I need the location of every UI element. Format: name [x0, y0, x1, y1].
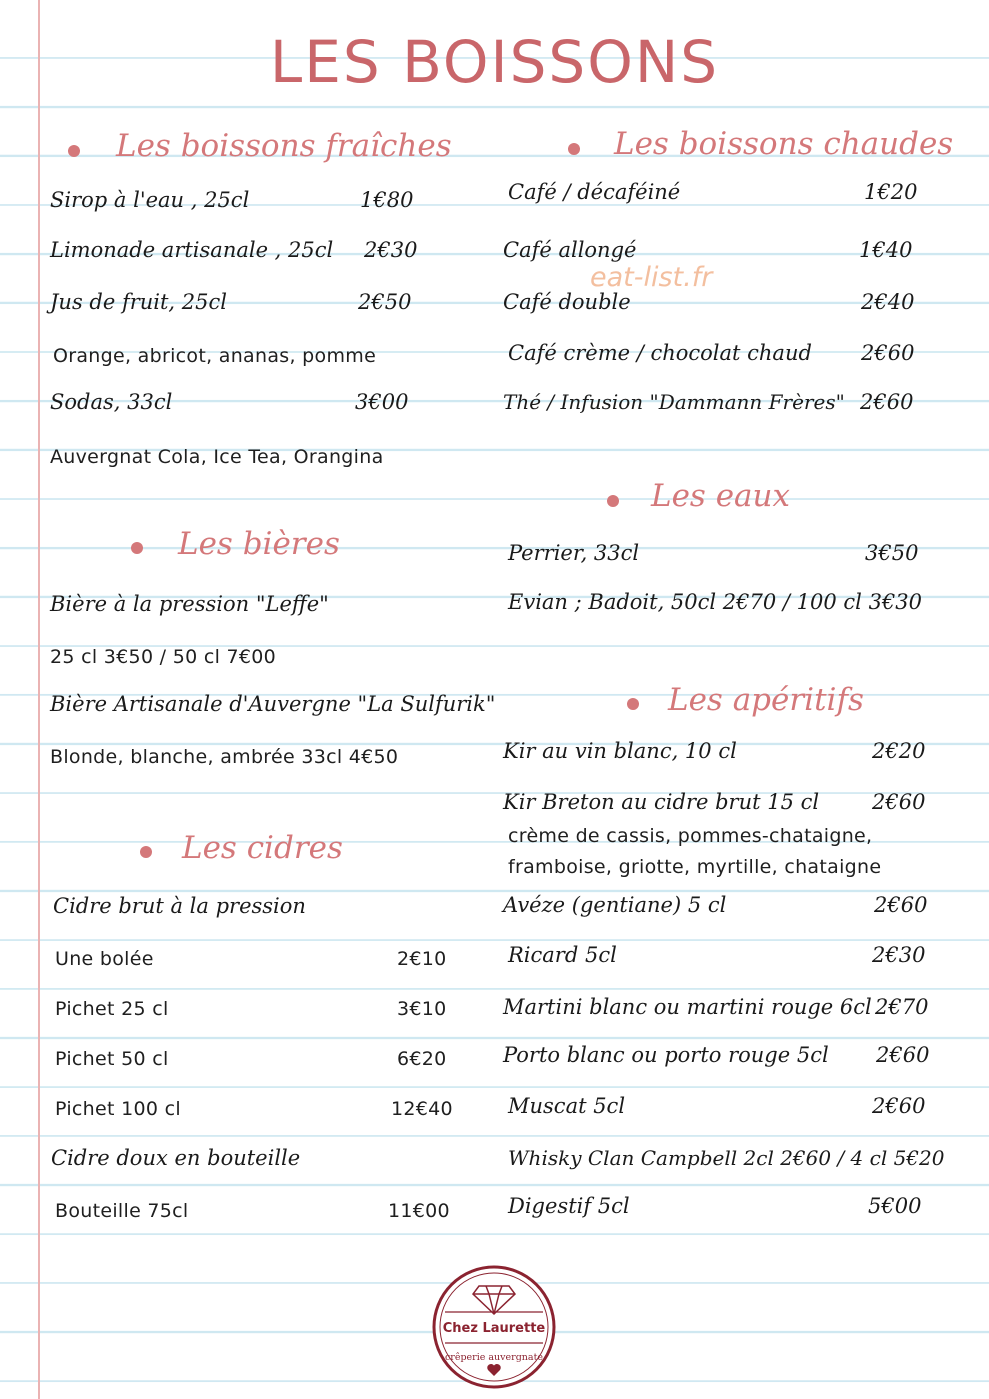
menu-item-name: Ricard 5cl — [508, 943, 617, 967]
bullet-icon — [627, 698, 639, 710]
notebook-margin-line — [38, 0, 40, 1399]
menu-item-name: Café crème / chocolat chaud — [508, 341, 812, 365]
menu-item-price: 12€40 — [391, 1098, 453, 1120]
menu-item-name: Pichet 50 cl — [55, 1048, 169, 1070]
menu-item-name: Muscat 5cl — [508, 1094, 626, 1118]
restaurant-logo — [431, 1264, 557, 1390]
menu-item-price: 2€60 — [876, 1043, 930, 1067]
menu-item-price: 2€60 — [872, 1094, 926, 1118]
item-note: 25 cl 3€50 / 50 cl 7€00 — [50, 646, 277, 668]
watermark: eat-list.fr — [590, 262, 713, 293]
menu-item-price: 2€20 — [872, 739, 926, 763]
page-title: LES BOISSONS — [269, 28, 720, 96]
item-note: framboise, griotte, myrtille, chataigne — [508, 856, 882, 878]
bullet-icon — [68, 145, 80, 157]
bullet-icon — [568, 143, 580, 155]
menu-item-name: Bouteille 75cl — [55, 1200, 189, 1222]
menu-item-price: 6€20 — [397, 1048, 447, 1070]
menu-item-price: 2€70 — [875, 995, 929, 1019]
menu-item-price: 5€00 — [868, 1194, 922, 1218]
menu-item-name: Café / décaféiné — [508, 180, 681, 204]
menu-item-price: 3€50 — [865, 541, 919, 565]
menu-item-price: 11€00 — [388, 1200, 450, 1222]
item-note: Orange, abricot, ananas, pomme — [53, 345, 377, 367]
section-title-cidres: Les cidres — [182, 830, 343, 866]
menu-item-name: Digestif 5cl — [508, 1194, 630, 1218]
menu-item-price: 2€50 — [358, 290, 412, 314]
logo-tagline: crêperie auvergnate — [444, 1352, 544, 1363]
bullet-icon — [140, 846, 152, 858]
menu-item-price: 2€60 — [872, 790, 926, 814]
menu-item-name: Evian ; Badoit, 50cl 2€70 / 100 cl 3€30 — [508, 590, 923, 614]
bullet-icon — [131, 542, 143, 554]
section-title-bieres: Les bières — [178, 526, 340, 562]
section-title-eaux: Les eaux — [651, 478, 790, 514]
menu-item-name: Sodas, 33cl — [50, 390, 173, 414]
menu-item-price: 2€30 — [364, 238, 418, 262]
bullet-icon — [607, 495, 619, 507]
menu-item-name: Jus de fruit, 25cl — [50, 290, 227, 314]
menu-item-price: 2€60 — [861, 341, 915, 365]
menu-item-name: Bière à la pression "Leffe" — [50, 592, 329, 616]
menu-item-price: 1€20 — [864, 180, 918, 204]
menu-item-price: 1€40 — [859, 238, 913, 262]
menu-item-name: Porto blanc ou porto rouge 5cl — [503, 1043, 829, 1067]
menu-item-name: Une bolée — [55, 948, 154, 970]
menu-item-name: Martini blanc ou martini rouge 6cl — [503, 995, 872, 1019]
menu-item-name: Café allongé — [503, 238, 637, 262]
logo-name: Chez Laurette — [442, 1321, 546, 1336]
menu-item-name: Cidre doux en bouteille — [51, 1146, 301, 1170]
menu-item-name: Café double — [503, 290, 631, 314]
menu-item-name: Cidre brut à la pression — [53, 894, 306, 918]
menu-item-name: Avéze (gentiane) 5 cl — [503, 893, 727, 917]
section-title-aperitifs: Les apéritifs — [668, 682, 864, 718]
menu-item-price: 2€40 — [861, 290, 915, 314]
menu-item-price: 2€60 — [860, 390, 914, 414]
menu-item-name: Pichet 100 cl — [55, 1098, 181, 1120]
menu-item-price: 2€30 — [872, 943, 926, 967]
menu-item-name: Pichet 25 cl — [55, 998, 169, 1020]
item-note: crème de cassis, pommes-chataigne, — [508, 825, 873, 847]
menu-item-name: Limonade artisanale , 25cl — [50, 238, 334, 262]
menu-item-price: 3€10 — [397, 998, 447, 1020]
menu-item-price: 2€60 — [874, 893, 928, 917]
menu-item-name: Kir au vin blanc, 10 cl — [503, 739, 737, 763]
menu-item-name: Sirop à l'eau , 25cl — [50, 188, 250, 212]
item-note: Auvergnat Cola, Ice Tea, Orangina — [50, 446, 384, 468]
menu-item-price: 1€80 — [360, 188, 414, 212]
item-note: Blonde, blanche, ambrée 33cl 4€50 — [50, 746, 399, 768]
menu-item-name: Kir Breton au cidre brut 15 cl — [503, 790, 820, 814]
menu-item-name: Perrier, 33cl — [508, 541, 640, 565]
section-title-chaudes: Les boissons chaudes — [614, 126, 954, 162]
menu-item-name: Bière Artisanale d'Auvergne "La Sulfurik" — [50, 692, 496, 716]
menu-item-name: Thé / Infusion "Dammann Frères" — [503, 390, 845, 414]
menu-item-name: Whisky Clan Campbell 2cl 2€60 / 4 cl 5€20 — [508, 1146, 945, 1170]
menu-item-price: 3€00 — [355, 390, 409, 414]
section-title-fraiches: Les boissons fraîches — [116, 128, 452, 164]
menu-item-price: 2€10 — [397, 948, 447, 970]
